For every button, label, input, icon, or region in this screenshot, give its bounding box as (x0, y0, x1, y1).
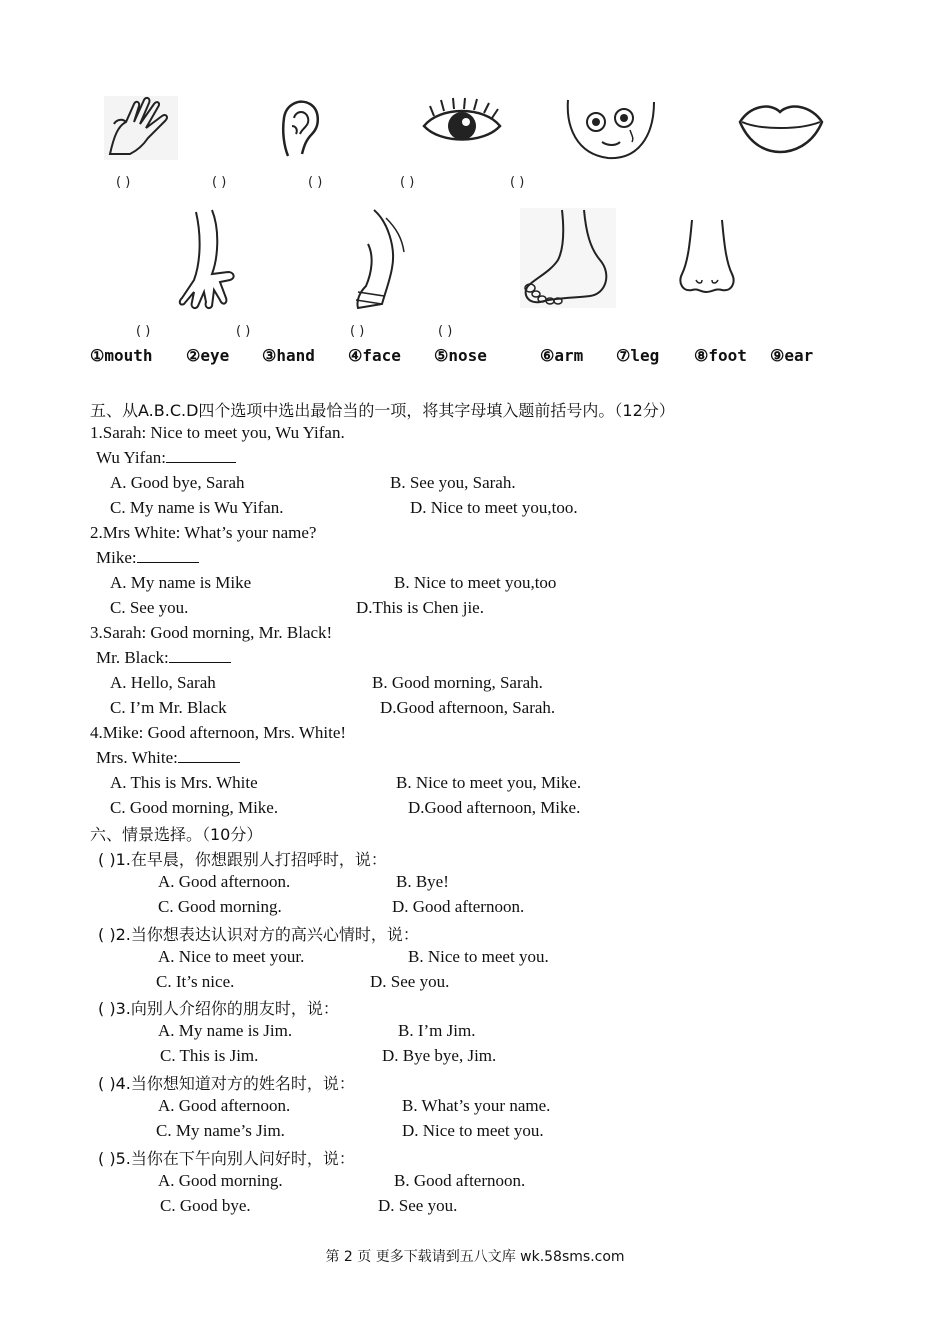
s6-q5-paren[interactable]: ( ) (98, 1149, 116, 1168)
s5-q1-blank[interactable] (166, 448, 236, 463)
s5-q3-blank[interactable] (169, 648, 231, 663)
hand-drawing (104, 96, 178, 160)
s6-q3-option-d: D. Bye bye, Jim. (382, 1046, 497, 1065)
vocab-leg: ⑦leg (616, 346, 660, 365)
section5-title: 五、从A.B.C.D四个选项中选出最恰当的一项，将其字母填入题前括号内。（12分） (90, 401, 675, 420)
vocab-hand: ③hand (262, 346, 315, 365)
s6-q4-option-c: C. My name’s Jim. (156, 1121, 285, 1140)
leg-drawing (346, 208, 418, 312)
answer-paren-1[interactable]: ( ) (116, 175, 131, 190)
answer-paren-9[interactable]: ( ) (438, 324, 453, 339)
vocab-eye: ②eye (186, 346, 230, 365)
ear-drawing (272, 96, 326, 160)
s5-q1-option-c: C. My name is Wu Yifan. (110, 498, 284, 517)
s5-q1-prompt: 1.Sarah: Nice to meet you, Wu Yifan. (90, 423, 345, 442)
answer-paren-3[interactable]: ( ) (308, 175, 323, 190)
vocab-ear: ⑨ear (770, 346, 814, 365)
s5-q4-option-d: D.Good afternoon, Mike. (408, 798, 581, 817)
s6-q5-option-b: B. Good afternoon. (394, 1171, 526, 1190)
answer-paren-5[interactable]: ( ) (510, 175, 525, 190)
s5-q3-option-c: C. I’m Mr. Black (110, 698, 227, 717)
s5-q3-reply (96, 648, 231, 668)
s6-q4-option-b: B. What’s your name. (402, 1096, 551, 1115)
vocab-nose: ⑤nose (434, 346, 487, 365)
s6-q4-paren[interactable]: ( ) (98, 1074, 116, 1093)
s6-q2-prompt: 2.当你想表达认识对方的高兴心情时，说： (115, 925, 419, 944)
mouth-drawing (736, 98, 826, 156)
s6-q5-prompt: 5.当你在下午向别人问好时，说： (115, 1149, 355, 1168)
s6-q2-option-a: A. Nice to meet your. (158, 947, 305, 966)
arm-drawing (176, 208, 248, 312)
s6-q2-option-c: C. It’s nice. (156, 972, 235, 991)
s6-q2-paren[interactable]: ( ) (98, 925, 116, 944)
s6-q3-paren[interactable]: ( ) (98, 999, 116, 1018)
s5-q3-prompt: 3.Sarah: Good morning, Mr. Black! (90, 623, 333, 642)
s5-q4-option-b: B. Nice to meet you, Mike. (396, 773, 582, 792)
s6-q3-prompt: 3.向别人介绍你的朋友时，说： (115, 999, 339, 1018)
s5-q4-option-a: A. This is Mrs. White (110, 773, 258, 792)
s5-q4-reply (96, 748, 240, 768)
s5-q4-prompt: 4.Mike: Good afternoon, Mrs. White! (90, 723, 347, 742)
s5-q2-reply-label: Mike: (96, 548, 137, 567)
s5-q4-reply-label: Mrs. White: (96, 748, 178, 767)
s6-q1-prompt: 1.在早晨，你想跟别人打招呼时，说： (115, 850, 387, 869)
s5-q1-option-b: B. See you, Sarah. (390, 473, 516, 492)
s6-q2-option-d: D. See you. (370, 972, 450, 991)
vocab-foot: ⑧foot (694, 346, 747, 365)
vocab-arm: ⑥arm (540, 346, 584, 365)
s6-q3-option-c: C. This is Jim. (160, 1046, 259, 1065)
s5-q3-option-b: B. Good morning, Sarah. (372, 673, 543, 692)
foot-drawing (520, 208, 616, 308)
nose-drawing (676, 218, 738, 300)
s5-q2-option-b: B. Nice to meet you,too (394, 573, 557, 592)
s5-q3-option-a: A. Hello, Sarah (110, 673, 216, 692)
s5-q4-blank[interactable] (178, 748, 240, 763)
s6-q5-option-c: C. Good bye. (160, 1196, 251, 1215)
s5-q1-option-d: D. Nice to meet you,too. (410, 498, 578, 517)
s6-q4 (98, 1071, 355, 1094)
answer-paren-8[interactable]: ( ) (350, 324, 365, 339)
page-footer: 第 2 页 更多下载请到五八文库 wk.58sms.com (325, 1249, 625, 1265)
answer-paren-4[interactable]: ( ) (400, 175, 415, 190)
s6-q3 (98, 996, 339, 1019)
s6-q5-option-d: D. See you. (378, 1196, 458, 1215)
s6-q1-option-b: B. Bye! (396, 872, 449, 891)
s6-q3-option-b: B. I’m Jim. (398, 1021, 476, 1040)
s5-q1-reply-label: Wu Yifan: (96, 448, 166, 467)
s5-q3-reply-label: Mr. Black: (96, 648, 169, 667)
s5-q2-blank[interactable] (137, 548, 199, 563)
s5-q2-option-c: C. See you. (110, 598, 189, 617)
s6-q1-option-d: D. Good afternoon. (392, 897, 525, 916)
s5-q2-prompt: 2.Mrs White: What’s your name? (90, 523, 317, 542)
s6-q1-option-a: A. Good afternoon. (158, 872, 291, 891)
s5-q2-reply (96, 548, 199, 568)
answer-paren-2[interactable]: ( ) (212, 175, 227, 190)
s6-q5 (98, 1146, 355, 1169)
s6-q1 (98, 847, 387, 870)
s5-q2-option-a: A. My name is Mike (110, 573, 252, 592)
s6-q2-option-b: B. Nice to meet you. (408, 947, 549, 966)
face-drawing (562, 96, 658, 162)
s6-q4-prompt: 4.当你想知道对方的姓名时，说： (115, 1074, 355, 1093)
s5-q3-option-d: D.Good afternoon, Sarah. (380, 698, 556, 717)
s6-q4-option-a: A. Good afternoon. (158, 1096, 291, 1115)
s6-q1-option-c: C. Good morning. (158, 897, 282, 916)
s6-q5-option-a: A. Good morning. (158, 1171, 283, 1190)
s5-q2-option-d: D.This is Chen jie. (356, 598, 484, 617)
s6-q4-option-d: D. Nice to meet you. (402, 1121, 544, 1140)
answer-paren-7[interactable]: ( ) (236, 324, 251, 339)
s5-q1-option-a: A. Good bye, Sarah (110, 473, 245, 492)
s6-q3-option-a: A. My name is Jim. (158, 1021, 293, 1040)
section6-title: 六、情景选择。（10分） (90, 825, 263, 844)
vocab-mouth: ①mouth (90, 346, 153, 365)
s6-q2 (98, 922, 419, 945)
s5-q4-option-c: C. Good morning, Mike. (110, 798, 279, 817)
vocab-face: ④face (348, 346, 401, 365)
s6-q1-paren[interactable]: ( ) (98, 850, 116, 869)
s5-q1-reply (96, 448, 236, 468)
eye-drawing (420, 96, 504, 154)
answer-paren-6[interactable]: ( ) (136, 324, 151, 339)
